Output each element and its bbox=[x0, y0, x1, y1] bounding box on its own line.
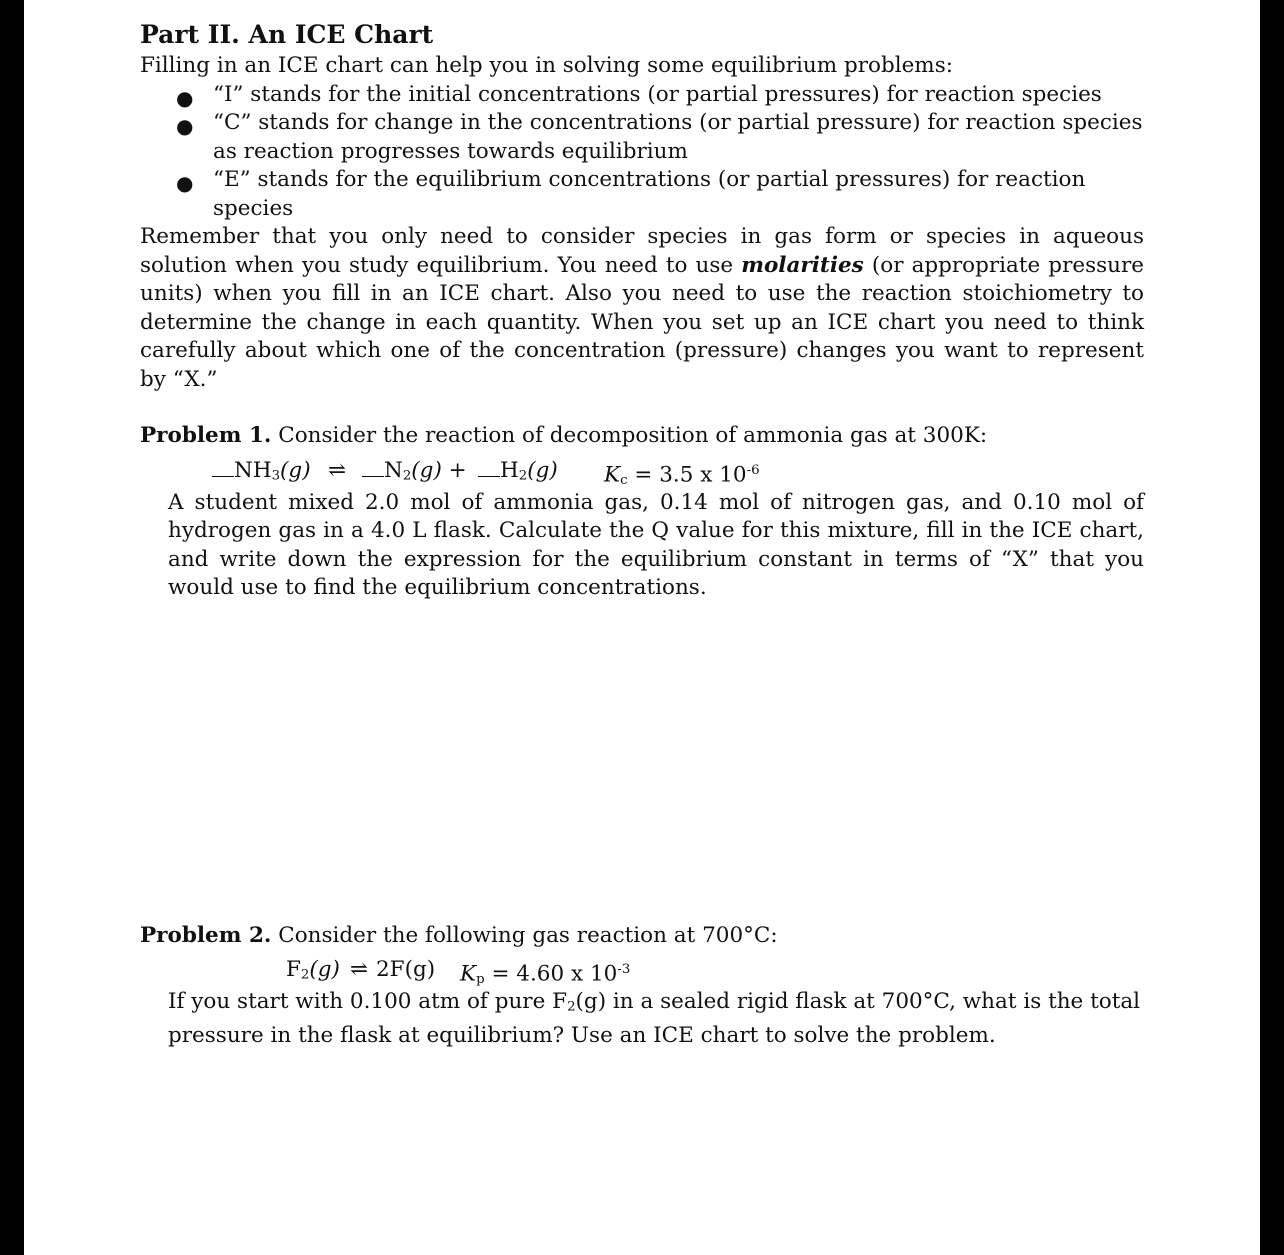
problem2-label: Problem 2. bbox=[140, 922, 272, 948]
ice-definition-list bbox=[140, 81, 1144, 224]
problem2-text bbox=[140, 988, 1144, 1051]
problem1-reaction bbox=[140, 451, 1144, 489]
bullet-icon: ● bbox=[176, 85, 194, 110]
equilibrium-constant-kc: $K_c = 3.5$ x $10^{-6}$ bbox=[604, 461, 760, 488]
bullet-text-c: “C” stands for change in the concentrations (or partial pressure) for reaction species as reaction progresses towards equilibrium bbox=[213, 110, 1143, 164]
reactant-nh3: $NH_3(g)$ bbox=[212, 457, 311, 491]
document-content bbox=[140, 18, 1144, 1051]
section-heading: Part II. An ICE Chart bbox=[140, 20, 434, 49]
bullet-icon: ● bbox=[176, 171, 194, 195]
bullet-text-i: “I” stands for the initial concentrations (or partial pressures) for reaction species bbox=[213, 81, 1102, 107]
emphasis-molarities: molarities bbox=[741, 252, 864, 278]
product-2f: 2F(g) bbox=[376, 957, 436, 982]
problem2-reaction bbox=[140, 950, 1144, 988]
problem2-text-1: If you start with 0.100 atm of pure F bbox=[168, 989, 568, 1014]
problem1-statement: Consider the reaction of decomposition of ammonia gas at 300K: bbox=[271, 423, 988, 448]
document-page bbox=[24, 0, 1260, 1255]
bullet-icon: ● bbox=[176, 114, 194, 138]
equilibrium-arrow-icon: ⇌ bbox=[328, 457, 347, 483]
problem1-text: A student mixed 2.0 mol of ammonia gas, 0.14 mol of nitrogen gas, and 0.10 mol of hydrogen gas in a 4.0 L flask. Calculate the Q value for this mixture, fill in the ICE chart, and write down the expression for the equilibrium constant in terms of “X” that you would use to find the equilibrium concentrations. bbox=[168, 489, 1144, 600]
problem2-statement: Consider the following gas reaction at 700°C: bbox=[271, 922, 778, 948]
equilibrium-constant-kp: $K_p = 4.60$ x $10^{-3}$ bbox=[460, 961, 631, 987]
list-item bbox=[140, 81, 1144, 110]
product-h2: $H_2(g)$ bbox=[478, 457, 558, 491]
list-item bbox=[140, 166, 1144, 223]
problem1-heading bbox=[140, 422, 1144, 451]
problem1-label: Problem 1. bbox=[140, 423, 272, 448]
problem2-subscript: 2 bbox=[567, 999, 576, 1015]
equilibrium-arrow-icon: ⇌ bbox=[350, 957, 369, 982]
problem2-text-2: (g) in a sealed rigid flask at 700°C, what is the total pressure in the flask at equilibrium? Use an ICE chart to solve the problem. bbox=[168, 989, 1141, 1049]
bullet-text-e: “E” stands for the equilibrium concentrations (or partial pressures) for reaction species bbox=[213, 167, 1086, 221]
remember-paragraph bbox=[140, 223, 1144, 394]
product-n2: $N_2(g)$ + bbox=[362, 457, 467, 491]
intro-text: Filling in an ICE chart can help you in solving some equilibrium problems: bbox=[140, 53, 953, 78]
list-item bbox=[140, 109, 1144, 166]
remember-text-1: Remember that you only need to consider species in gas form or species in aqueous solution when you study equilibrium. You need to use bbox=[140, 224, 1144, 278]
problem2-heading bbox=[140, 922, 1144, 951]
remember-text-2: (or appropriate pressure units) when you fill in an ICE chart. Also you need to use the reaction stoichiometry to determine the change in each quantity. When you set up an ICE chart you need to think carefully about which one of the concentration (pressure) changes you want to represent by “X.” bbox=[140, 252, 1144, 392]
reactant-f2: $F_2(g)$ bbox=[286, 957, 340, 983]
